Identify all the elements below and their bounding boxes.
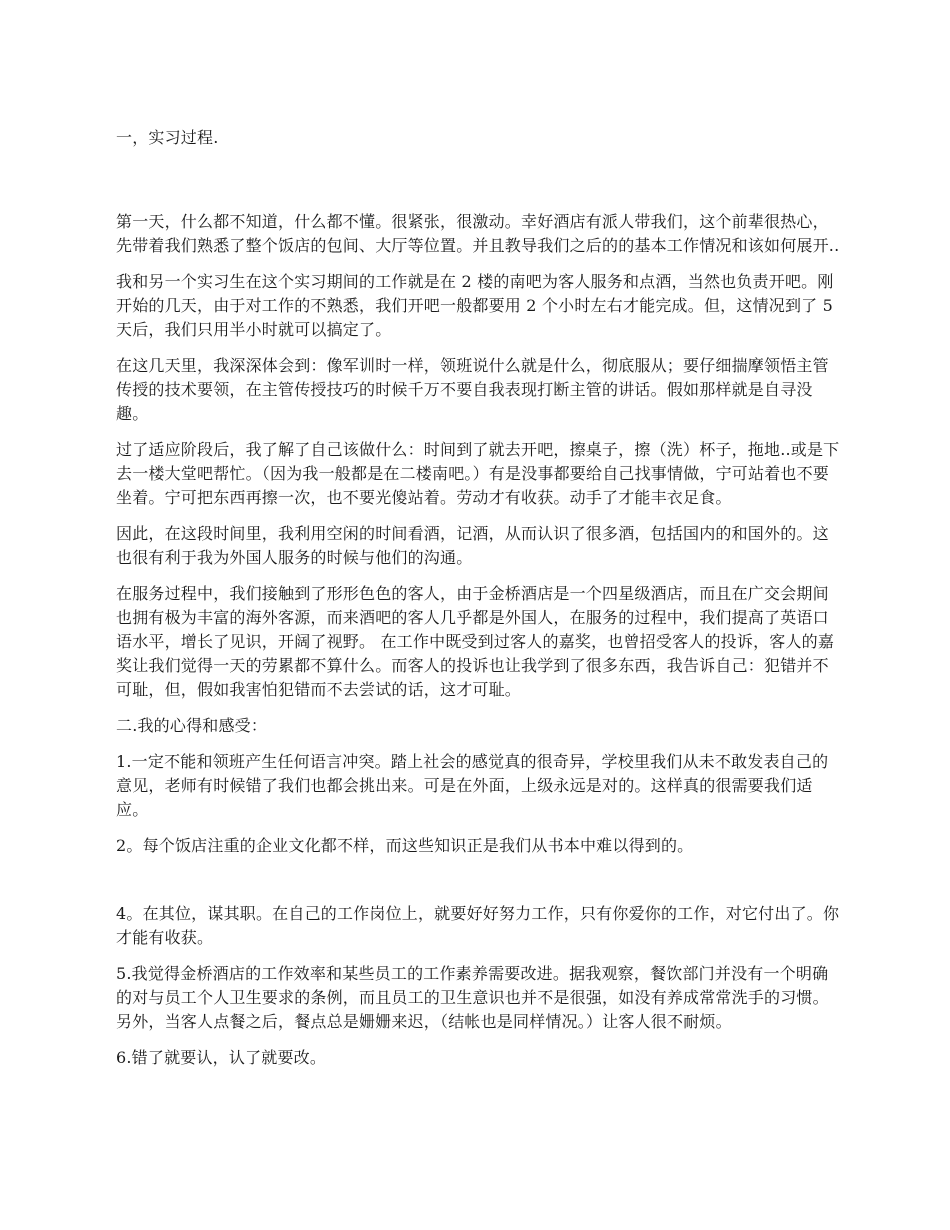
paragraph-work-duties: 我和另一个实习生在这个实习期间的工作就是在 2 楼的南吧为客人服务和点酒，当然也负责开吧。刚开始的几天，由于对工作的不熟悉，我们开吧一般都要用 2 个小时左右才能完成。但，这情况到了 5 天后，我们只用半小时就可以搞定了。 [116,272,834,339]
section-heading-internship-process: 一，实习过程. [116,128,219,147]
section-heading-reflections: 二.我的心得和感受： [116,716,268,735]
list-item-2: 2。每个饭店注重的企业文化都不样，而这些知识正是我们从书本中难以得到的。 [116,836,694,855]
list-item-6: 6.错了就要认，认了就要改。 [116,1048,327,1067]
document-body [116,126,840,1082]
list-item-5: 5.我觉得金桥酒店的工作效率和某些员工的工作素养需要改进。据我观察，餐饮部门并没有一个明确的对与员工个人卫生要求的条例，而且员工的卫生意识也并不是很强，如没有养成常常洗手的习惯。 另外，当客人点餐之后，餐点总是姗姗来迟，（结帐也是同样情况。）让客人很不耐烦。 [116,964,829,1031]
paragraph-after-adaptation: 过了适应阶段后，我了解了自己该做什么：时间到了就去开吧，擦桌子，擦（洗）杯子，拖地..或是下去一楼大堂吧帮忙。（因为我一般都是在二楼南吧。）有是没事都要给自己找事情做，宁可站着也不要坐着。宁可把东西再擦一次，也不要光傻站着。劳动才有收获。动手了才能丰衣足食。 [116,440,840,507]
paragraph-first-day: 第一天，什么都不知道，什么都不懂。很紧张，很激动。幸好酒店有派人带我们，这个前辈很热心，先带着我们熟悉了整个饭店的包间、大厅等位置。并且教导我们之后的的基本工作情况和该如何展开.. [116,212,840,255]
list-item-1: 1.一定不能和领班产生任何语言冲突。踏上社会的感觉真的很奇异，学校里我们从未不敢发表自己的意见，老师有时候错了我们也都会挑出来。可是在外面，上级永远是对的。这样真的很需要我们适应。 [116,752,829,819]
list-item-4: 4。在其位，谋其职。在自己的工作岗位上，就要好好努力工作，只有你爱你的工作，对它付出了。你才能有收获。 [116,904,840,947]
paragraph-learning-wines: 因此，在这段时间里，我利用空闲的时间看酒，记酒，从而认识了很多酒，包括国内的和国外的。这也很有利于我为外国人服务的时候与他们的沟通。 [116,524,829,567]
paragraph-experience: 在这几天里，我深深体会到：像军训时一样，领班说什么就是什么，彻底服从；要仔细揣摩领悟主管传授的技术要领，在主管传授技巧的时候千万不要自我表现打断主管的讲话。假如那样就是自寻没趣。 [116,356,829,423]
paragraph-service-process: 在服务过程中，我们接触到了形形色色的客人，由于金桥酒店是一个四星级酒店，而且在广交会期间也拥有极为丰富的海外客源，而来酒吧的客人几乎都是外国人，在服务的过程中，我们提高了英语口语水平，增长了见识，开阔了视野。 在工作中既受到过客人的嘉奖，也曾招受客人的投诉，客人的嘉奖让我们觉得一天的劳累都不算什么。而客人的投诉也让我学到了很多东西，我告诉自己：犯错并不可耻，但，假如我害怕犯错而不去尝试的话，这才可耻。 [116,584,835,699]
